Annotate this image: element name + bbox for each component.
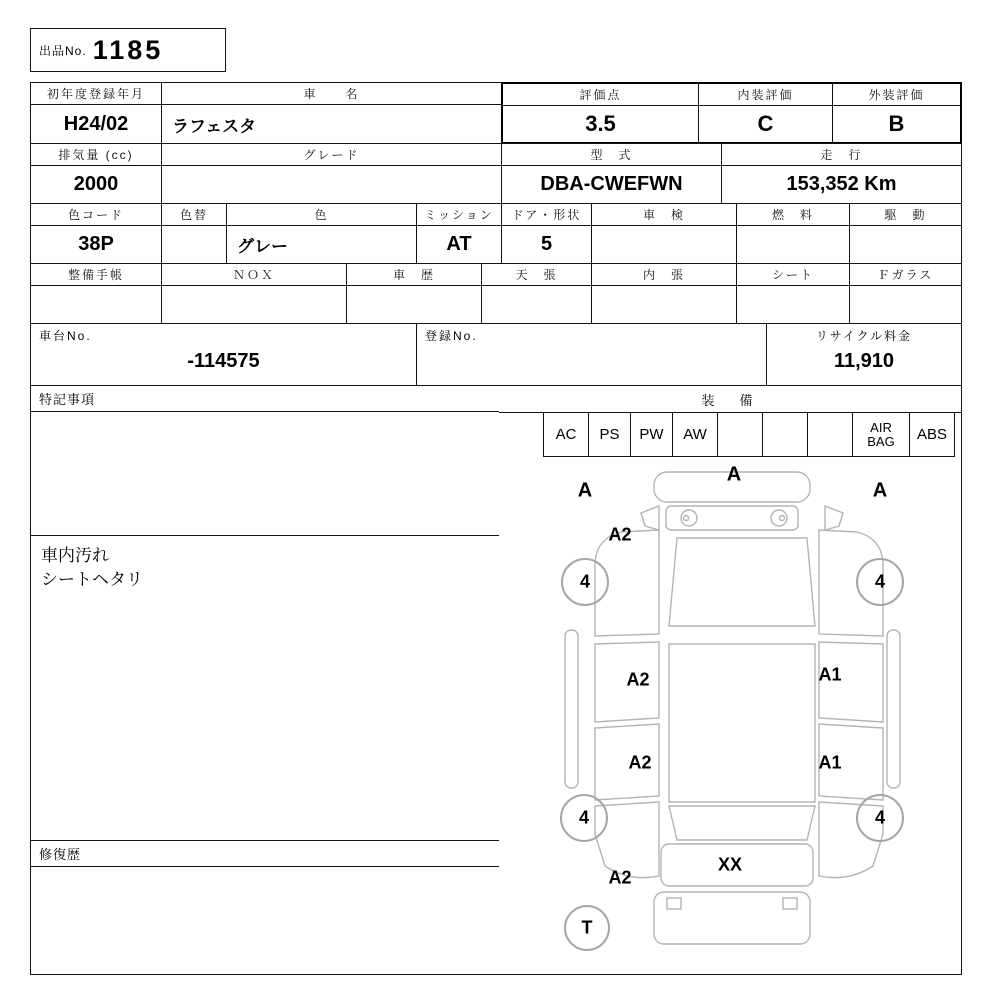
interior-grade-label: 内装評価 <box>699 84 832 106</box>
doors-label: ドア・形状 <box>502 204 591 226</box>
field-color-code <box>31 204 161 263</box>
special-notes-line-1: 車内汚れ <box>41 546 109 565</box>
field-registration-no <box>416 324 766 385</box>
doors-value: 5 <box>540 233 553 255</box>
displacement-value: 2000 <box>73 173 119 195</box>
exterior-grade-value: B <box>888 111 905 136</box>
equipment-cell-ac: AC <box>543 413 589 457</box>
field-score <box>503 84 698 142</box>
field-grade <box>161 144 501 203</box>
equipment-cell-airbag: AIR BAG <box>853 413 910 457</box>
repair-history-label: 修復歴 <box>31 841 499 867</box>
car-outline-top-view <box>499 458 962 974</box>
model-code-value: DBA-CWEFWN <box>540 173 683 195</box>
row-condition <box>30 263 962 324</box>
field-color-change <box>161 204 226 263</box>
damage-marker-left-front-door: A2 <box>626 669 650 690</box>
field-car-history <box>346 264 481 323</box>
color-label: 色 <box>227 204 416 226</box>
damage-marker-rear-left-wheel: 4 <box>578 807 590 828</box>
field-seat <box>736 264 849 323</box>
transmission-label: ミッション <box>417 204 501 226</box>
interior-grade-value: C <box>757 111 774 136</box>
color-change-label: 色替 <box>162 204 226 226</box>
special-notes-text <box>31 536 499 841</box>
equipment-cell-empty-2 <box>763 413 808 457</box>
car-history-label: 車 歴 <box>347 264 481 286</box>
damage-marker-spare-tire: T <box>581 917 593 938</box>
color-change-value <box>162 226 226 263</box>
first-registration-label: 初年度登録年月 <box>31 83 161 105</box>
inspection-value <box>592 226 736 263</box>
fuel-value <box>737 226 849 263</box>
field-first-registration <box>31 83 161 143</box>
field-recycle-fee <box>766 324 961 385</box>
damage-marker-right-front-door: A1 <box>818 664 842 685</box>
damage-marker-left-rear-door: A2 <box>628 752 652 773</box>
fuel-label: 燃 料 <box>737 204 849 226</box>
damage-marker-front-left-wheel: 4 <box>579 571 591 592</box>
nox-value <box>162 286 346 323</box>
door-trim-label: 内 張 <box>592 264 736 286</box>
model-code-label: 型 式 <box>502 144 721 166</box>
chassis-no-label: 車台No. <box>39 329 92 343</box>
lot-number-label: 出品No. <box>39 43 87 58</box>
equipment-strip <box>543 413 955 457</box>
damage-marker-front-left: A <box>577 479 593 502</box>
row-color <box>30 203 962 264</box>
damage-marker-front-center: A <box>726 463 742 486</box>
lot-number-box <box>30 28 226 72</box>
field-exterior-grade <box>832 84 960 142</box>
headliner-label: 天 張 <box>482 264 591 286</box>
field-transmission <box>416 204 501 263</box>
drive-label: 駆 動 <box>850 204 961 226</box>
seat-label: シート <box>737 264 849 286</box>
grade-value <box>162 166 501 203</box>
field-door-trim <box>591 264 736 323</box>
color-value: グレー <box>237 237 288 256</box>
score-value: 3.5 <box>585 111 616 136</box>
repair-history-blank <box>31 867 499 974</box>
damage-marker-left-front-fender: A2 <box>608 524 632 545</box>
field-chassis-no <box>31 324 416 385</box>
grade-label: グレード <box>162 144 501 166</box>
chassis-no-value: -114575 <box>187 350 260 372</box>
damage-marker-rear-gate: XX <box>717 854 743 875</box>
score-label: 評価点 <box>503 84 698 106</box>
front-glass-value <box>850 286 961 323</box>
door-trim-value <box>592 286 736 323</box>
lot-number-value: 1185 <box>92 34 164 65</box>
field-drive <box>849 204 961 263</box>
equipment-cell-empty-3 <box>808 413 853 457</box>
damage-marker-left-rear-fender: A2 <box>608 867 632 888</box>
damage-marker-right-rear-door: A1 <box>818 752 842 773</box>
transmission-value: AT <box>446 233 472 255</box>
registration-no-label: 登録No. <box>425 329 478 343</box>
field-fuel <box>736 204 849 263</box>
car-name-value: ラフェスタ <box>172 116 257 136</box>
equipment-column <box>499 385 962 975</box>
field-interior-grade <box>698 84 832 142</box>
damage-marker-front-right-wheel: 4 <box>874 571 886 592</box>
damage-marker-front-right: A <box>872 479 888 502</box>
nox-label: ＮＯＸ <box>162 264 346 286</box>
first-registration-value: H24/02 <box>63 112 129 135</box>
maintenance-book-label: 整備手帳 <box>31 264 161 286</box>
recycle-fee-value: 11,910 <box>833 350 895 372</box>
drive-value <box>850 226 961 263</box>
field-front-glass <box>849 264 961 323</box>
front-glass-label: Ｆガラス <box>850 264 961 286</box>
row-registration <box>30 82 962 144</box>
field-displacement <box>31 144 161 203</box>
special-notes-line-2: シートヘタリ <box>41 569 143 589</box>
field-color <box>226 204 416 263</box>
mileage-value: 153,352 Km <box>786 173 897 195</box>
notes-column <box>30 385 500 975</box>
equipment-cell-pw: PW <box>631 413 673 457</box>
seat-value <box>737 286 849 323</box>
maintenance-book-value <box>31 286 161 323</box>
equipment-cell-empty-1 <box>718 413 763 457</box>
field-doors <box>501 204 591 263</box>
field-headliner <box>481 264 591 323</box>
color-code-label: 色コード <box>31 204 161 226</box>
field-mileage <box>721 144 961 203</box>
equipment-cell-ps: PS <box>589 413 631 457</box>
car-name-label: 車 名 <box>162 83 501 105</box>
field-model-code <box>501 144 721 203</box>
evaluation-block <box>501 82 962 144</box>
damage-marker-rear-right-wheel: 4 <box>874 807 886 828</box>
field-car-name <box>161 83 501 143</box>
recycle-fee-label: リサイクル料金 <box>815 329 913 343</box>
car-history-value <box>347 286 481 323</box>
mileage-label: 走 行 <box>722 144 961 166</box>
equipment-cell-aw: AW <box>673 413 718 457</box>
field-nox <box>161 264 346 323</box>
headliner-value <box>482 286 591 323</box>
inspection-label: 車 検 <box>592 204 736 226</box>
field-inspection <box>591 204 736 263</box>
special-notes-label: 特記事項 <box>31 386 499 412</box>
exterior-grade-label: 外装評価 <box>833 84 960 106</box>
damage-diagram <box>499 458 962 974</box>
color-code-value: 38P <box>78 233 114 255</box>
equipment-header: 装 備 <box>499 386 961 413</box>
field-maintenance-book <box>31 264 161 323</box>
equipment-cell-abs: ABS <box>910 413 955 457</box>
special-notes-blank <box>31 412 499 536</box>
displacement-label: 排気量 (cc) <box>31 144 161 166</box>
row-model <box>30 143 962 204</box>
row-chassis <box>30 323 962 386</box>
